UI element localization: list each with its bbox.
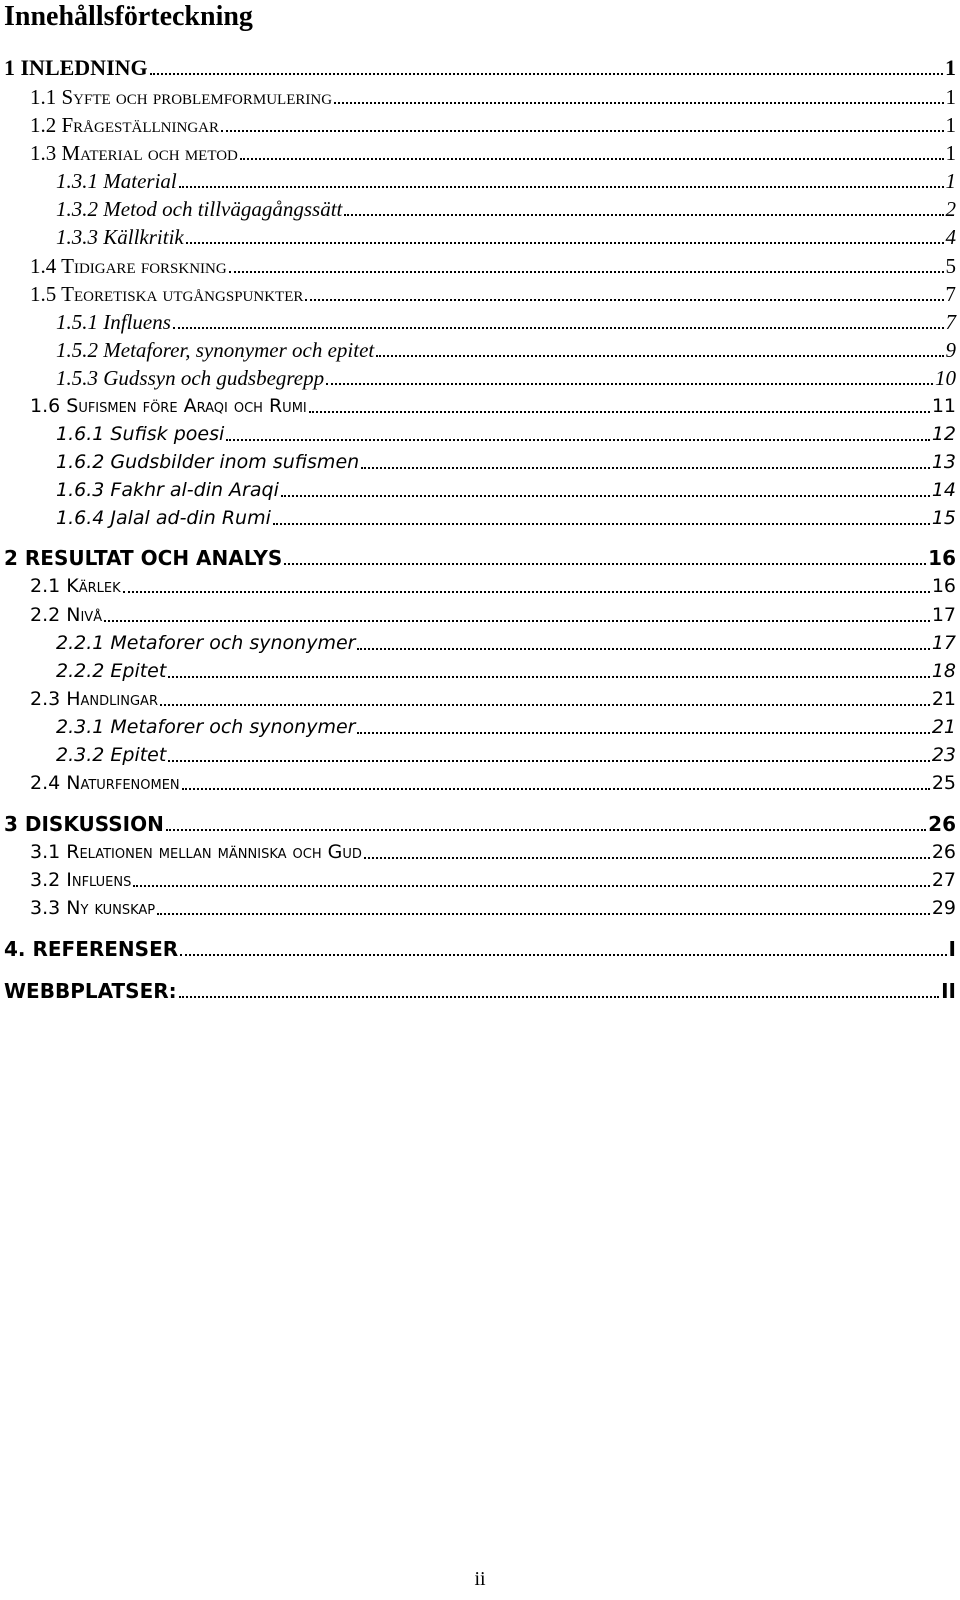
toc-entry-page: 11 (931, 395, 956, 417)
dot-leader (376, 354, 943, 357)
toc-entry[interactable] (56, 195, 956, 223)
toc-entry[interactable] (30, 572, 956, 600)
toc-entry-label: 2.4 Naturfenomen (30, 772, 180, 794)
toc-entry-page: 26 (931, 841, 956, 863)
toc-entry-page: II (941, 979, 956, 1003)
toc-entry[interactable] (30, 601, 956, 629)
toc-entry-page: 27 (931, 869, 956, 891)
toc-entry-label: 1.5.2 Metaforer, synonymer och epitet (56, 338, 375, 362)
toc-entry-page: 1 (945, 141, 956, 165)
dot-leader (305, 298, 943, 301)
toc-entry[interactable] (56, 657, 956, 685)
toc-entry-label: 1.5.3 Gudssyn och gudsbegrepp (56, 366, 325, 390)
dot-leader (309, 410, 930, 413)
dot-leader (229, 270, 944, 273)
dot-leader (160, 703, 930, 706)
toc-entry-page: 12 (931, 423, 956, 445)
dot-leader (361, 466, 930, 469)
toc-entry-page: 7 (945, 310, 956, 334)
toc-entry-page: 9 (945, 338, 956, 362)
dot-leader (168, 675, 929, 678)
toc-entry-page: I (948, 937, 956, 961)
toc-entry-page: 18 (931, 660, 956, 682)
toc-entry-label: 3.2 Influens (30, 869, 132, 891)
toc-entry-label: 3.3 Ny kunskap (30, 897, 156, 919)
toc-entry-label: 1.6 Sufismen före Araqi och Rumi (30, 395, 307, 417)
dot-leader (123, 590, 930, 593)
toc-entry[interactable] (56, 476, 956, 504)
dot-leader (357, 647, 929, 650)
dot-leader (104, 619, 930, 622)
toc-entry[interactable] (56, 448, 956, 476)
dot-leader (221, 129, 943, 132)
dot-leader (273, 522, 930, 525)
toc-entry-page: 2 (945, 197, 956, 221)
toc-entry-label: 2.3.1 Metaforer och synonymer (56, 716, 356, 738)
toc-entry[interactable] (30, 111, 956, 139)
toc-entry-page: 17 (931, 632, 956, 654)
toc-entry-page: 23 (931, 744, 956, 766)
dot-leader (364, 856, 930, 859)
dot-leader (133, 884, 929, 887)
toc-entry-page: 25 (931, 772, 956, 794)
toc-entry[interactable] (4, 54, 956, 82)
dot-leader (344, 213, 943, 216)
toc-entry-label: 3 DISKUSSION (4, 812, 164, 836)
toc-entry-page: 21 (931, 688, 956, 710)
toc-entry-page: 1 (945, 169, 956, 193)
toc-entry[interactable] (56, 420, 956, 448)
dot-leader (166, 828, 926, 831)
dot-leader (180, 953, 946, 956)
toc-entry-page: 4 (945, 225, 956, 249)
toc-entry-label: 1.4 Tidigare forskning (30, 254, 227, 278)
toc-entry[interactable] (30, 83, 956, 111)
toc-entry-page: 17 (931, 604, 956, 626)
toc-entry[interactable] (30, 280, 956, 308)
dot-leader (240, 157, 944, 160)
toc-entry-label: 2.2.2 Epitet (56, 660, 167, 682)
toc-entry-label: 2.3.2 Epitet (56, 744, 167, 766)
toc-entry[interactable] (30, 769, 956, 797)
toc-entry[interactable] (56, 223, 956, 251)
toc-entry-label: 1.5 Teoretiska utgångspunkter (30, 282, 304, 306)
toc-entry-label: WEBBPLATSER: (4, 979, 177, 1003)
toc-entry-label: 1.3.2 Metod och tillvägagångssätt (56, 197, 343, 221)
toc-entry-page: 16 (928, 546, 956, 570)
dot-leader (150, 72, 943, 75)
dot-leader (357, 731, 929, 734)
page-number: ii (474, 1568, 486, 1590)
dot-leader (173, 326, 944, 329)
toc-entry-page: 29 (931, 897, 956, 919)
dot-leader (186, 241, 944, 244)
toc-entry[interactable] (30, 838, 956, 866)
toc-entry-label: 1.5.1 Influens (56, 310, 171, 334)
dot-leader (179, 995, 939, 998)
toc-entry-page: 5 (945, 254, 956, 278)
toc-entry[interactable] (56, 504, 956, 532)
toc-entry[interactable] (56, 741, 956, 769)
page-title: Innehållsförteckning (4, 1, 253, 32)
dot-leader (182, 787, 930, 790)
dot-leader (157, 912, 930, 915)
dot-leader (179, 185, 944, 188)
toc-entry-label: 1.1 Syfte och problemformulering (30, 85, 333, 109)
toc-entry[interactable] (30, 392, 956, 420)
toc-entry-label: 1.2 Frågeställningar (30, 113, 220, 137)
toc-entry-page: 1 (945, 85, 956, 109)
toc-entry[interactable] (4, 935, 956, 963)
dot-leader (334, 101, 943, 104)
toc-entry-label: 1.3 Material och metod (30, 141, 238, 165)
toc-entry-label: 2 RESULTAT OCH ANALYS (4, 546, 283, 570)
toc-entry[interactable] (56, 629, 956, 657)
dot-leader (168, 759, 929, 762)
toc-entry-label: 1.6.3 Fakhr al-din Araqi (56, 479, 279, 501)
toc-entry-label: 2.1 Kärlek (30, 575, 121, 597)
toc-entry-label: 1.3.1 Material (56, 169, 177, 193)
dot-leader (281, 494, 930, 497)
toc-entry-label: 2.3 Handlingar (30, 688, 158, 710)
toc-entry[interactable] (4, 544, 956, 572)
toc-entry[interactable] (30, 252, 956, 280)
toc-entry-label: 4. REFERENSER (4, 937, 179, 961)
toc-entry[interactable] (56, 167, 956, 195)
toc-entry-page: 1 (945, 113, 956, 137)
toc-entry-page: 16 (931, 575, 956, 597)
toc-entry[interactable] (56, 364, 956, 392)
toc-entry-page: 1 (945, 55, 956, 80)
toc-entry-page: 26 (928, 812, 956, 836)
dot-leader (226, 438, 930, 441)
toc-entry[interactable] (30, 894, 956, 922)
toc-entry-label: 1.6.4 Jalal ad-din Rumi (56, 507, 271, 529)
dot-leader (326, 382, 933, 385)
toc-entry-page: 10 (935, 366, 956, 390)
toc-entry[interactable] (56, 308, 956, 336)
toc-entry-label: 1.6.2 Gudsbilder inom sufismen (56, 451, 360, 473)
toc-entry[interactable] (4, 810, 956, 838)
toc-entry[interactable] (30, 866, 956, 894)
toc-entry[interactable] (56, 713, 956, 741)
toc-entry-page: 15 (931, 507, 956, 529)
toc-entry-label: 2.2.1 Metaforer och synonymer (56, 632, 356, 654)
toc-entry[interactable] (56, 336, 956, 364)
toc-entry-page: 7 (945, 282, 956, 306)
toc-entry-label: 2.2 Nivå (30, 604, 103, 626)
toc-entry[interactable] (4, 977, 956, 1005)
toc-entry-page: 14 (931, 479, 956, 501)
toc-entry-label: 1.3.3 Källkritik (56, 225, 184, 249)
dot-leader (284, 562, 926, 565)
toc-entry-page: 21 (931, 716, 956, 738)
toc-entry-label: 1.6.1 Sufisk poesi (56, 423, 225, 445)
toc-entry-page: 13 (931, 451, 956, 473)
toc-entry[interactable] (30, 685, 956, 713)
toc-entry-label: 1 INLEDNING (4, 55, 148, 80)
toc-entry[interactable] (30, 139, 956, 167)
toc-entry-label: 3.1 Relationen mellan människa och Gud (30, 841, 362, 863)
